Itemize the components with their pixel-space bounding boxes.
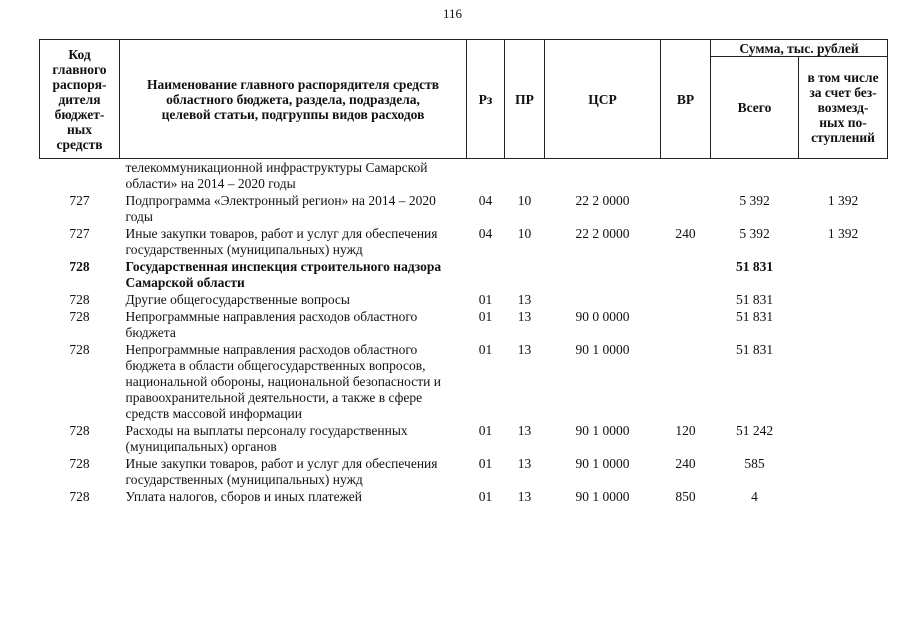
cell-code: 728 <box>69 489 90 504</box>
cell-csr: 90 0 0000 <box>575 309 630 324</box>
table-row <box>40 341 888 422</box>
header-line: Наименование главного распорядителя средств <box>146 76 439 92</box>
header-line: областного бюджета, раздела, подраздела, <box>166 91 420 107</box>
cell-free <box>799 258 888 291</box>
cell-vr <box>661 159 711 193</box>
cell-name: Иные закупки товаров, работ и услуг для обеспечения государственных (муниципальных) нужд <box>125 456 438 487</box>
cell-rz: 01 <box>478 456 493 471</box>
cell-csr: 90 1 0000 <box>575 423 630 438</box>
cell-rz: 04 <box>478 193 493 208</box>
cell-name: Уплата налогов, сборов и иных платежей <box>125 489 362 504</box>
cell-total: 4 <box>751 489 758 504</box>
header-name <box>120 40 467 159</box>
cell-total: 51 242 <box>735 423 774 438</box>
cell-csr: 90 1 0000 <box>575 489 630 504</box>
cell-pr: 13 <box>517 423 532 438</box>
header-sum-group: Сумма, тыс. рублей <box>711 40 888 57</box>
cell-pr: 13 <box>517 342 532 357</box>
cell-code: 727 <box>69 226 90 241</box>
cell-rz <box>467 159 505 193</box>
header-line: целевой статьи, подгруппы видов расходов <box>161 106 425 122</box>
cell-vr <box>661 291 711 308</box>
cell-csr <box>545 291 661 308</box>
cell-free <box>799 422 888 455</box>
cell-vr <box>661 341 711 422</box>
cell-code: 728 <box>69 456 90 471</box>
cell-pr: 13 <box>517 489 532 504</box>
cell-pr <box>505 258 545 291</box>
header-line: Код <box>68 46 91 62</box>
cell-code: 728 <box>69 423 90 438</box>
cell-free <box>799 308 888 341</box>
cell-csr: 90 1 0000 <box>575 342 630 357</box>
cell-name: Непрограммные направления расходов областного бюджета <box>125 309 418 340</box>
page-number: 116 <box>442 6 463 21</box>
cell-name: Подпрограмма «Электронный регион» на 2014 – 2020 годы <box>125 193 436 224</box>
table-row <box>40 192 888 225</box>
cell-vr <box>661 192 711 225</box>
cell-vr: 850 <box>675 489 696 504</box>
cell-rz: 01 <box>478 309 493 324</box>
header-line: главного <box>52 61 107 77</box>
cell-code <box>40 159 120 193</box>
cell-total: 585 <box>744 456 765 471</box>
table-row <box>40 308 888 341</box>
cell-name: телекоммуникационной инфраструктуры Самарской области» на 2014 – 2020 годы <box>125 160 428 191</box>
cell-free: 1 392 <box>827 193 859 208</box>
table-header <box>40 40 888 159</box>
header-rz: Рз <box>467 40 505 159</box>
cell-total: 51 831 <box>735 259 774 274</box>
cell-pr: 13 <box>517 292 532 307</box>
cell-code: 728 <box>69 292 90 307</box>
cell-total: 5 392 <box>739 226 770 241</box>
cell-code: 727 <box>69 193 90 208</box>
cell-name: Иные закупки товаров, работ и услуг для обеспечения государственных (муниципальных) нужд <box>125 226 438 257</box>
table-row <box>40 422 888 455</box>
cell-free <box>799 341 888 422</box>
cell-vr: 240 <box>675 456 696 471</box>
budget-table <box>39 39 888 505</box>
cell-name: Расходы на выплаты персоналу государственных (муниципальных) органов <box>125 423 408 454</box>
header-line: ных <box>66 121 93 137</box>
header-line: распоря- <box>52 76 107 92</box>
header-line: в том числе <box>807 70 879 85</box>
cell-vr: 120 <box>675 423 696 438</box>
header-line: ступлений <box>811 130 875 145</box>
cell-csr <box>545 159 661 193</box>
cell-vr <box>661 308 711 341</box>
cell-pr: 10 <box>517 193 532 208</box>
table-row <box>40 258 888 291</box>
table-row <box>40 291 888 308</box>
cell-total: 51 831 <box>735 342 774 357</box>
cell-rz: 01 <box>478 342 493 357</box>
header-code <box>40 40 120 159</box>
header-name-lines <box>122 77 464 122</box>
cell-free <box>799 488 888 505</box>
table-body <box>40 159 888 506</box>
cell-free <box>799 291 888 308</box>
cell-code: 728 <box>69 259 90 274</box>
cell-total: 5 392 <box>739 193 770 208</box>
cell-vr: 240 <box>675 226 696 241</box>
cell-csr: 90 1 0000 <box>575 456 630 471</box>
cell-total <box>711 159 799 193</box>
header-csr: ЦСР <box>545 40 661 159</box>
header-line: бюджет- <box>54 106 105 122</box>
header-line: ных по- <box>819 115 867 130</box>
header-total: Всего <box>711 57 799 159</box>
cell-vr <box>661 258 711 291</box>
cell-csr: 22 2 0000 <box>575 226 630 241</box>
header-line: возмезд- <box>817 100 869 115</box>
cell-total: 51 831 <box>735 292 774 307</box>
table-row <box>40 225 888 258</box>
cell-code: 728 <box>69 309 90 324</box>
cell-total: 51 831 <box>735 309 774 324</box>
header-pr: ПР <box>505 40 545 159</box>
cell-rz <box>467 258 505 291</box>
table-row <box>40 159 888 193</box>
cell-code: 728 <box>69 342 90 357</box>
header-free <box>799 57 888 159</box>
cell-rz: 01 <box>478 423 493 438</box>
header-line: за счет без- <box>809 85 877 100</box>
cell-pr <box>505 159 545 193</box>
header-line: средств <box>56 136 103 152</box>
header-vr: ВР <box>661 40 711 159</box>
cell-free <box>799 455 888 488</box>
cell-pr: 13 <box>517 309 532 324</box>
cell-name: Государственная инспекция строительного надзора Самарской области <box>125 259 442 290</box>
cell-csr: 22 2 0000 <box>575 193 630 208</box>
cell-name: Непрограммные направления расходов областного бюджета в области общегосударственных вопросов, национальной обороны, национальной безопасности и правоохранительной деятельности, а также в сфере средств массовой информации <box>125 342 441 421</box>
cell-csr <box>545 258 661 291</box>
header-free-lines <box>801 70 885 145</box>
table-row <box>40 455 888 488</box>
cell-free <box>799 159 888 193</box>
cell-rz: 01 <box>478 489 493 504</box>
cell-rz: 01 <box>478 292 493 307</box>
table-row <box>40 488 888 505</box>
cell-pr: 13 <box>517 456 532 471</box>
cell-rz: 04 <box>478 226 493 241</box>
cell-pr: 10 <box>517 226 532 241</box>
header-line: дителя <box>58 91 101 107</box>
cell-name: Другие общегосударственные вопросы <box>125 292 350 307</box>
cell-free: 1 392 <box>827 226 859 241</box>
header-code-lines <box>42 47 117 152</box>
